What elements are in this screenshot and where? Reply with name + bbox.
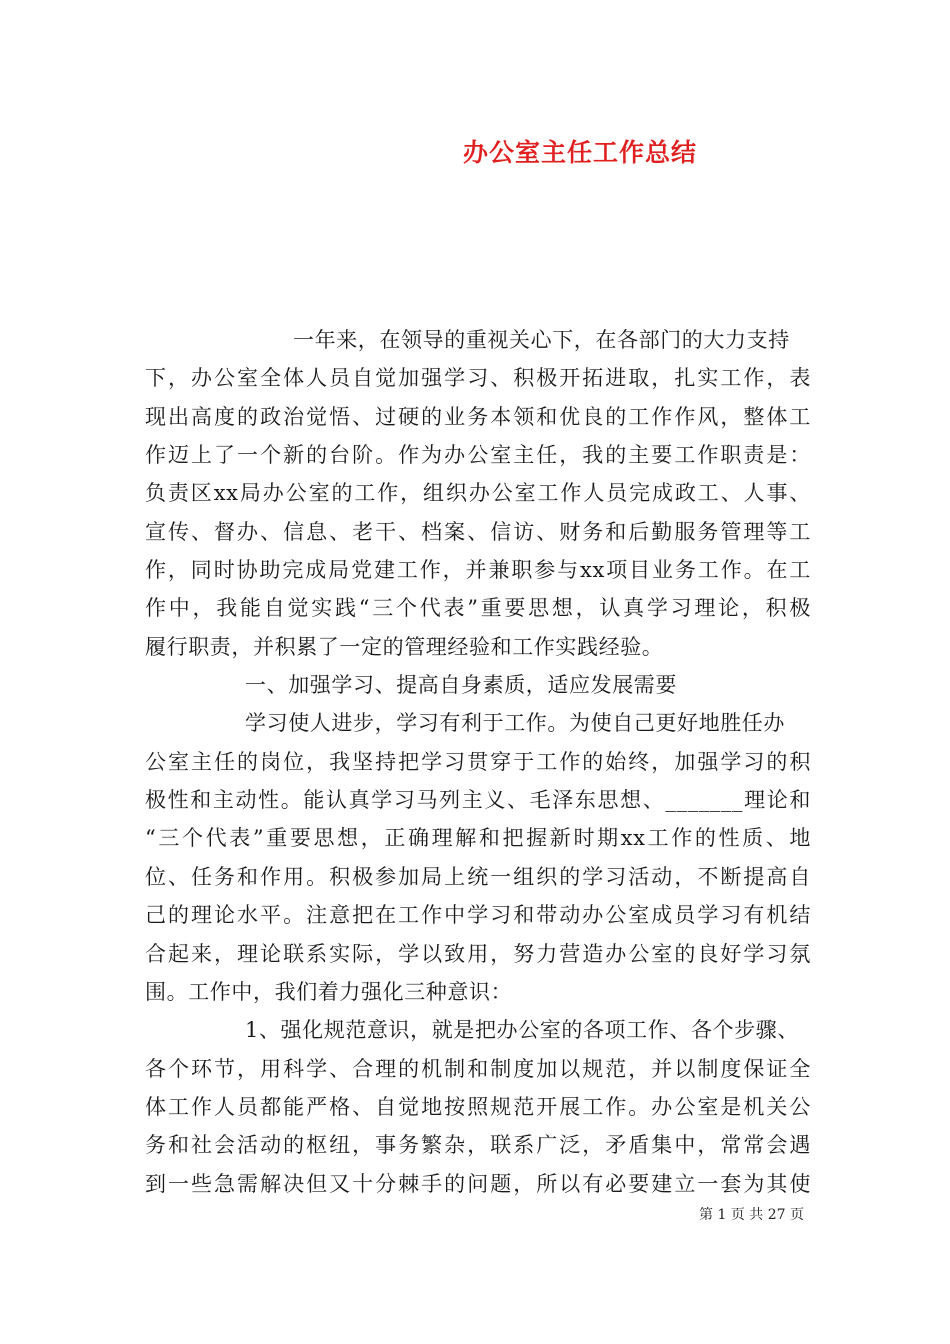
paragraph-line: 务和社会活动的枢纽，事务繁杂，联系广泛，矛盾集中，常常会遇 [145,1133,811,1158]
paragraph-line: 作，同时协助完成局党建工作，并兼职参与xx项目业务工作。在工 [145,558,811,583]
paragraph-line: 己的理论水平。注意把在工作中学习和带动办公室成员学习有机结 [145,903,811,928]
section-heading: 一、加强学习、提高自身素质，适应发展需要 [245,673,677,698]
paragraph-line: 体工作人员都能严格、自觉地按照规范开展工作。办公室是机关公 [145,1094,811,1119]
list-item-line: 1、强化规范意识，就是把办公室的各项工作、各个步骤、 [245,1018,799,1043]
paragraph-line: 负责区xx局办公室的工作，组织办公室工作人员完成政工、人事、 [145,481,811,506]
paragraph-line: 各个环节，用科学、合理的机制和制度加以规范，并以制度保证全 [145,1056,811,1081]
paragraph-line: 极性和主动性。能认真学习马列主义、毛泽东思想、_______理论和 [145,788,811,813]
paragraph-line: “三个代表”重要思想，正确理解和把握新时期xx工作的性质、地 [145,826,811,851]
paragraph-line: 合起来，理论联系实际，学以致用，努力营造办公室的良好学习氛 [145,941,811,966]
paragraph-line: 现出高度的政治觉悟、过硬的业务本领和优良的工作作风，整体工 [145,404,811,429]
paragraph-line: 作迈上了一个新的台阶。作为办公室主任，我的主要工作职责是： [145,443,811,468]
paragraph-line: 履行职责，并积累了一定的管理经验和工作实践经验。 [145,634,664,659]
paragraph-line: 位、任务和作用。积极参加局上统一组织的学习活动，不断提高自 [145,864,811,889]
paragraph-line: 下，办公室全体人员自觉加强学习、积极开拓进取，扎实工作，表 [145,366,811,391]
paragraph-line: 公室主任的岗位，我坚持把学习贯穿于工作的始终，加强学习的积 [145,749,811,774]
page-number-footer: 第 1 页 共 27 页 [699,1207,804,1223]
document-title: 办公室主任工作总结 [462,138,697,167]
paragraph-line: 围。工作中，我们着力强化三种意识： [145,979,513,1004]
document-body [145,321,811,1203]
paragraph-line: 宣传、督办、信息、老干、档案、信访、财务和后勤服务管理等工 [145,519,811,544]
paragraph-line: 学习使人进步，学习有利于工作。为使自己更好地胜任办 [245,711,785,736]
paragraph-line: 作中，我能自觉实践“三个代表”重要思想，认真学习理论，积极 [145,596,811,621]
paragraph-line: 一年来，在领导的重视关心下，在各部门的大力支持 [293,328,790,352]
paragraph-line: 到一些急需解决但又十分棘手的问题，所以有必要建立一套为其使 [145,1171,811,1196]
